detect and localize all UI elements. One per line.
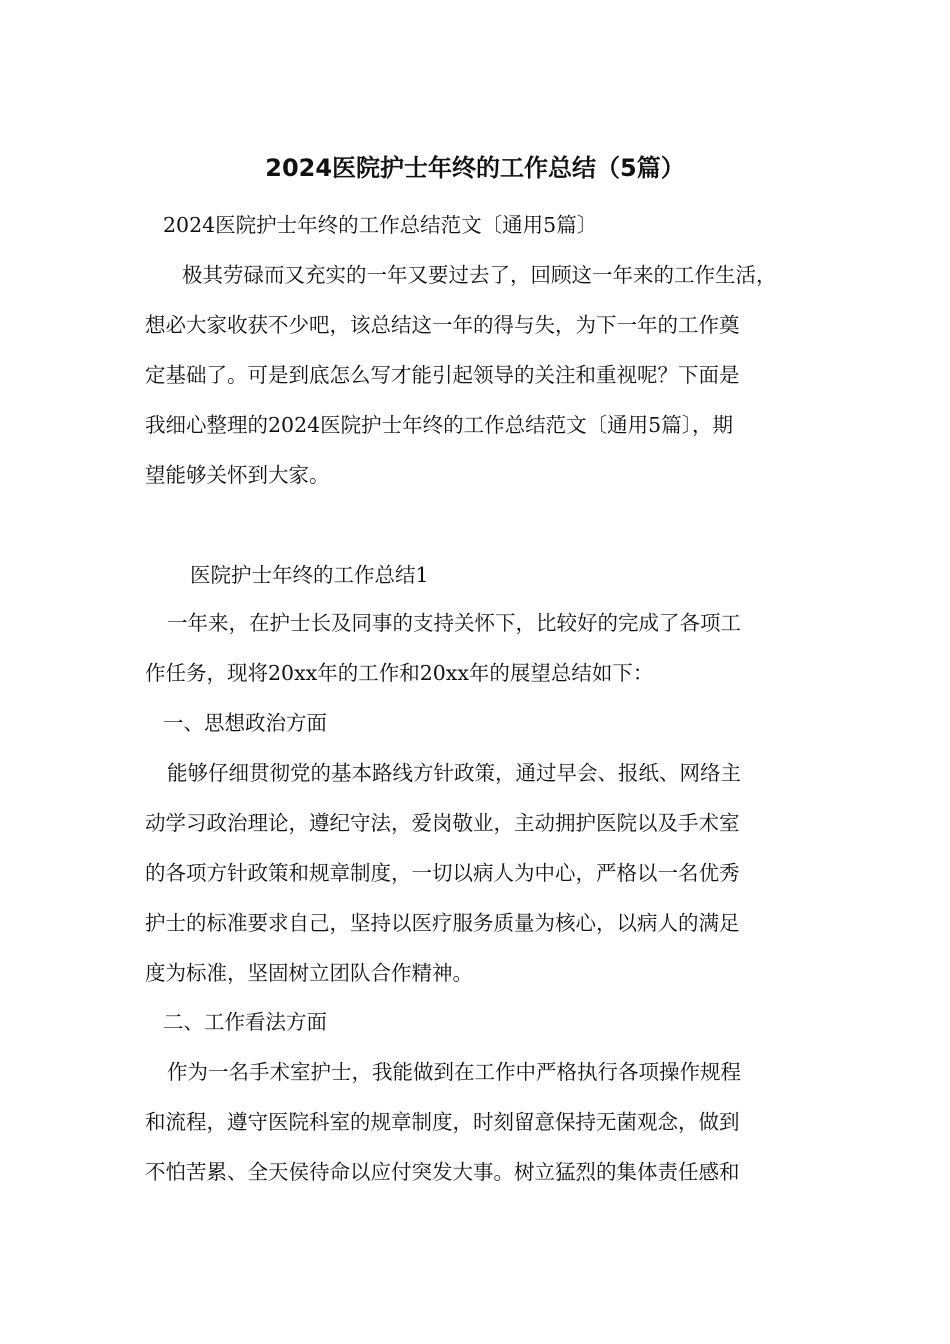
paragraph-line: 动学习政治理论，遵纪守法，爱岗敬业，主动拥护医院以及手术室: [145, 811, 740, 835]
subheading-work-attitude: 二、工作看法方面: [163, 1010, 327, 1034]
paragraph-line: 能够仔细贯彻党的基本路线方针政策，通过早会、报纸、网络主: [167, 761, 741, 785]
intro-line: 极其劳碌而又充实的一年又要过去了，回顾这一年来的工作生活，: [182, 263, 777, 287]
paragraph-line: 的各项方针政策和规章制度，一切以病人为中心，严格以一名优秀: [145, 861, 740, 885]
intro-line: 我细心整理的2024医院护士年终的工作总结范文〔通用5篇〕，期: [145, 413, 733, 437]
paragraph-line: 作为一名手术室护士，我能做到在工作中严格执行各项操作规程: [167, 1060, 741, 1084]
intro-line: 定基础了。可是到底怎么写才能引起领导的关注和重视呢？下面是: [145, 363, 740, 387]
intro-line: 想必大家收获不少吧，该总结这一年的得与失，为下一年的工作奠: [145, 313, 740, 337]
paragraph-line: 不怕苦累、全天侯待命以应付突发大事。树立猛烈的集体责任感和: [145, 1160, 740, 1184]
paragraph-line: 和流程，遵守医院科室的规章制度，时刻留意保持无菌观念，做到: [145, 1110, 740, 1134]
section-intro-line: 一年来，在护士长及同事的支持关怀下，比较好的完成了各项工: [167, 611, 741, 635]
paragraph-line: 护士的标准要求自己，坚持以医疗服务质量为核心，以病人的满足: [145, 911, 740, 935]
subheading-political: 一、思想政治方面: [163, 711, 327, 735]
section-intro-line: 作任务，现将20xx年的工作和20xx年的展望总结如下：: [145, 661, 654, 685]
paragraph-line: 度为标准，坚固树立团队合作精神。: [145, 961, 473, 985]
document-subtitle: 2024医院护士年终的工作总结范文〔通用5篇〕: [163, 213, 598, 237]
document-title: 2024医院护士年终的工作总结（5篇）: [265, 154, 685, 182]
intro-line: 望能够关怀到大家。: [145, 463, 330, 487]
section-heading: 医院护士年终的工作总结1: [190, 563, 429, 587]
